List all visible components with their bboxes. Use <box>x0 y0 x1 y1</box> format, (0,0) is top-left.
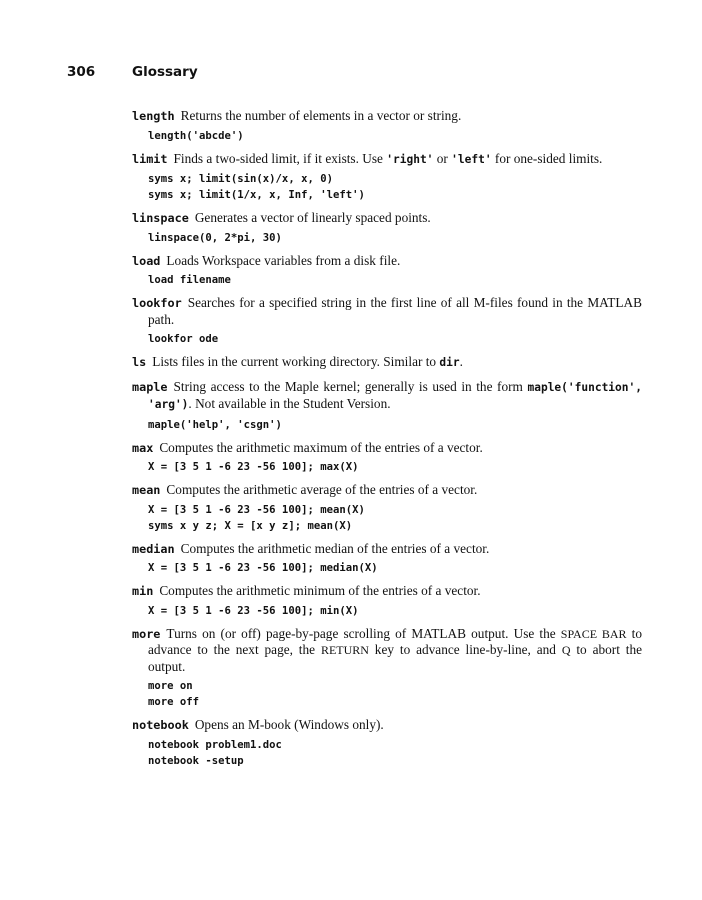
code-example: syms x y z; X = [x y z]; mean(X) <box>148 519 353 532</box>
term: limit <box>132 151 168 166</box>
key-name: RETURN <box>320 643 369 657</box>
definition: Loads Workspace variables from a disk file. <box>166 252 401 268</box>
term: maple <box>132 379 168 394</box>
definition: Generates a vector of linearly spaced points. <box>194 210 431 225</box>
examples <box>148 171 642 203</box>
definition: Opens an M-book (Windows only). <box>194 717 384 732</box>
term: ls <box>132 355 147 369</box>
page-number: 306 <box>67 64 96 80</box>
key-name: SPACE BAR <box>560 626 627 641</box>
code-example: X = [3 5 1 -6 23 -56 100]; mean(X) <box>148 503 365 516</box>
code-example: X = [3 5 1 -6 23 -56 100]; max(X) <box>148 461 359 473</box>
code-example: lookfor ode <box>148 333 219 345</box>
examples <box>148 603 642 619</box>
term: min <box>132 584 154 598</box>
definition: Searches for a specified string in the first line of all M-files found in the MATLAB path. <box>148 295 642 327</box>
definition: Turns on (or off) page-by-page scrolling of MATLAB output. Use the <box>166 625 561 641</box>
examples <box>148 230 642 246</box>
definition: . Not available in the Student Version. <box>188 396 391 411</box>
key-name: Q <box>561 643 571 657</box>
definition: Returns the number of elements in a vector or string. <box>180 108 462 123</box>
glossary-entries <box>132 108 642 769</box>
definition: . <box>459 354 463 369</box>
glossary-entry-min <box>132 583 642 619</box>
glossary-entry-max <box>132 440 642 476</box>
inline-code: 'right' <box>386 152 434 166</box>
page-header <box>67 64 647 82</box>
examples <box>148 502 642 534</box>
definition: key to advance line-by-line, and <box>368 642 562 657</box>
glossary-entry-length <box>132 108 642 144</box>
term: median <box>132 541 175 556</box>
glossary-entry-mean <box>132 482 642 534</box>
term: lookfor <box>132 296 182 310</box>
definition: Lists files in the current working directory. Similar to <box>152 354 440 369</box>
code-example: more off <box>148 696 200 708</box>
glossary-entry-ls <box>132 354 642 372</box>
inline-code: dir <box>439 356 460 369</box>
examples <box>148 678 642 710</box>
examples <box>148 128 642 144</box>
definition: to advance to the next page, the <box>148 625 642 657</box>
glossary-entry-linspace <box>132 210 642 246</box>
examples <box>148 272 642 288</box>
code-example: more on <box>148 680 193 692</box>
glossary-entry-limit <box>132 151 642 204</box>
code-example: maple('help', 'csgn') <box>148 418 282 431</box>
code-example: notebook problem1.doc <box>148 738 282 751</box>
definition: Computes the arithmetic maximum of the entries of a vector. <box>159 439 483 455</box>
code-example: syms x; limit(sin(x)/x, x, 0) <box>148 173 333 185</box>
term: linspace <box>132 211 189 225</box>
code-example: length('abcde') <box>148 129 244 142</box>
inline-code: 'left' <box>451 152 492 166</box>
definition: Finds a two-sided limit, if it exists. Use <box>173 150 387 166</box>
code-example: X = [3 5 1 -6 23 -56 100]; min(X) <box>148 604 359 617</box>
code-example: load filename <box>148 274 231 286</box>
term: load <box>132 253 161 268</box>
examples <box>148 331 642 347</box>
running-head-title: Glossary <box>132 64 198 80</box>
definition: String access to the Maple kernel; generally is used in the form <box>173 378 528 394</box>
examples <box>148 737 642 769</box>
code-example: notebook -setup <box>148 754 244 767</box>
term: max <box>132 440 154 455</box>
examples <box>148 459 642 475</box>
term: length <box>132 109 175 123</box>
glossary-entry-maple <box>132 379 642 433</box>
inline-code: maple('function', 'arg') <box>148 380 642 411</box>
definition: for one-sided limits. <box>491 150 603 166</box>
examples <box>148 417 642 433</box>
term: more <box>132 626 161 641</box>
glossary-entry-median <box>132 541 642 577</box>
definition: Computes the arithmetic minimum of the entries of a vector. <box>159 583 481 598</box>
glossary-entry-load <box>132 253 642 289</box>
glossary-entry-notebook <box>132 717 642 769</box>
code-example: X = [3 5 1 -6 23 -56 100]; median(X) <box>148 562 378 574</box>
examples <box>148 560 642 576</box>
definition: or <box>433 150 452 166</box>
definition: to abort the output. <box>148 642 643 674</box>
definition: Computes the arithmetic average of the entries of a vector. <box>166 482 478 497</box>
code-example: syms x; limit(1/x, x, Inf, 'left') <box>148 189 365 201</box>
code-example: linspace(0, 2*pi, 30) <box>148 231 282 244</box>
definition: Computes the arithmetic median of the entries of a vector. <box>180 540 490 556</box>
term: notebook <box>132 718 189 732</box>
term: mean <box>132 483 161 497</box>
glossary-entry-more <box>132 626 642 711</box>
glossary-entry-lookfor <box>132 295 642 347</box>
